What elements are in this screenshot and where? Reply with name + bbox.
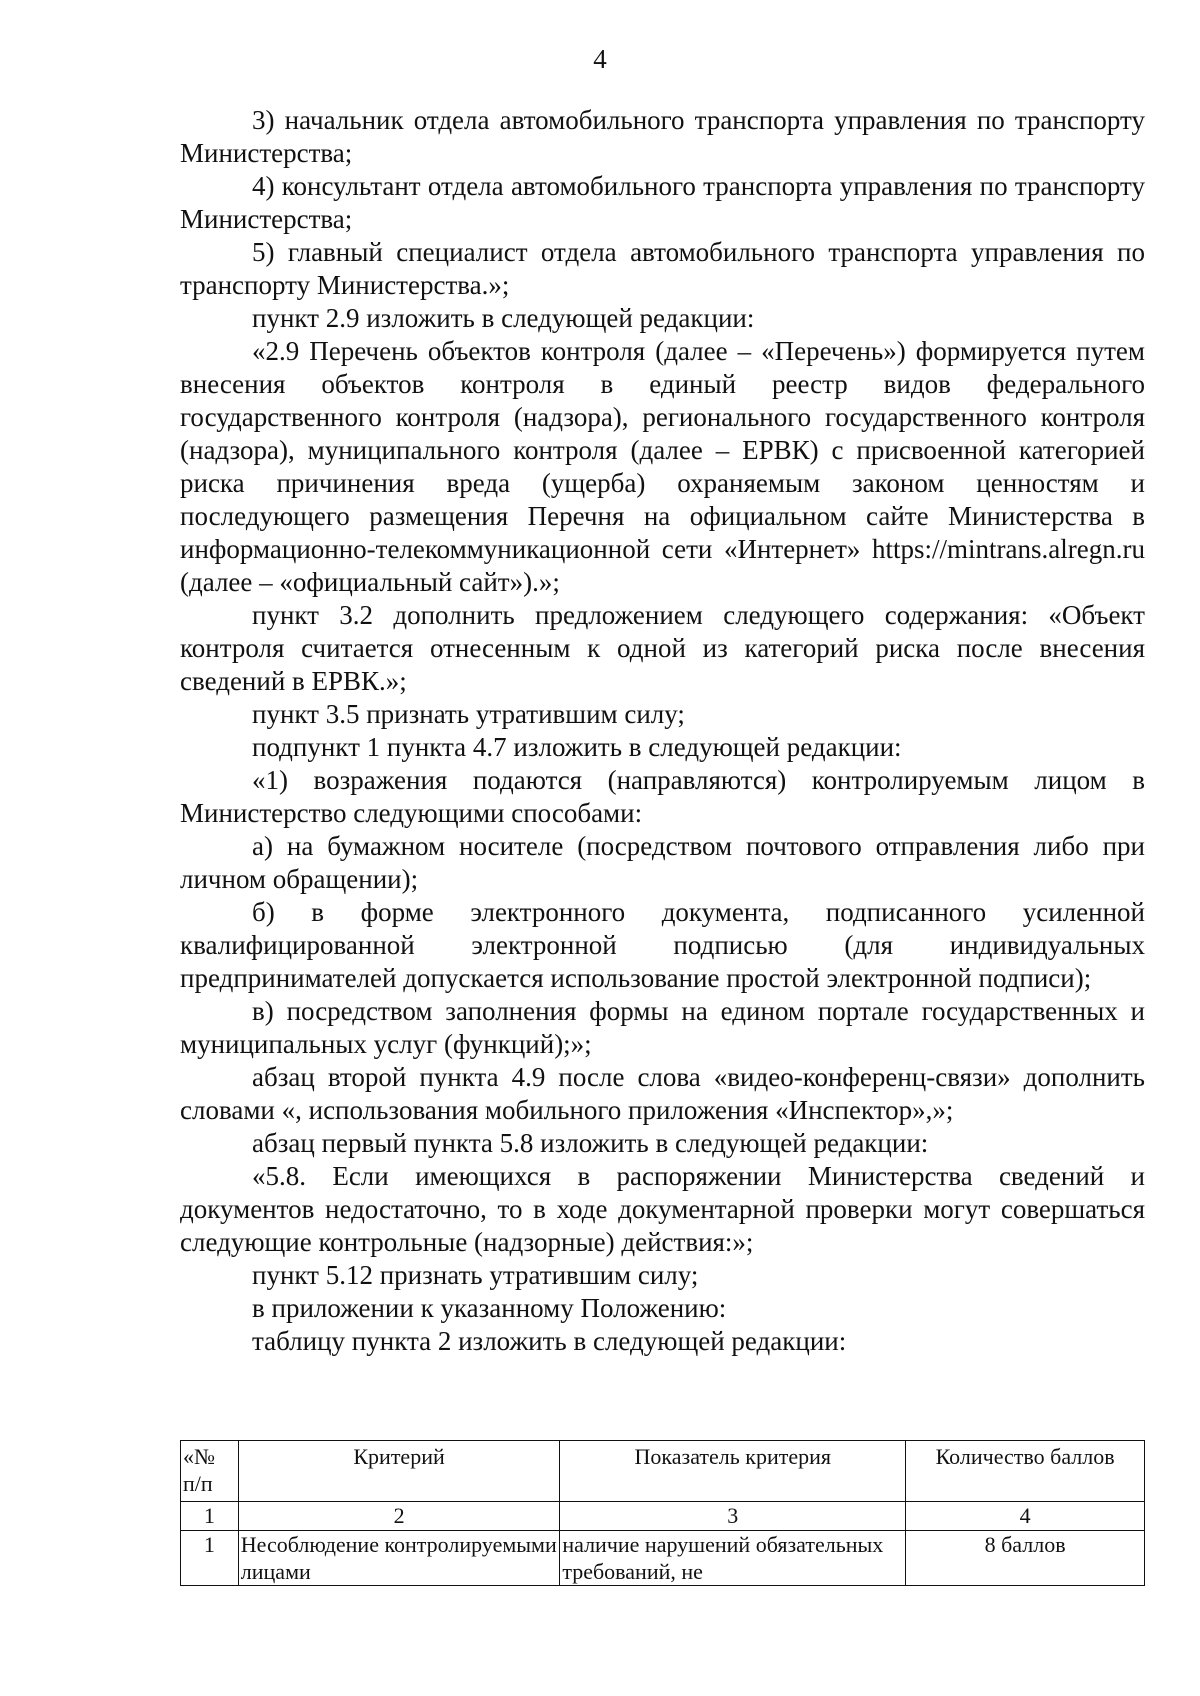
- table-cell: 8 баллов: [906, 1531, 1145, 1586]
- paragraph: 3) начальник отдела автомобильного транспорта управления по транспорту Министерства;: [180, 105, 1145, 168]
- paragraph: «1) возражения подаются (направляются) контролируемым лицом в Министерство следующими способами:: [180, 765, 1145, 828]
- paragraph: 5) главный специалист отдела автомобильного транспорта управления по транспорту Министерства.»;: [180, 237, 1145, 300]
- table-number-row: [181, 1502, 1145, 1531]
- table-header-cell: Показатель критерия: [560, 1441, 906, 1502]
- paragraph: «5.8. Если имеющихся в распоряжении Министерства сведений и документов недостаточно, то в ходе документарной проверки могут совершаться следующие контрольные (надзорные) действия:»;: [180, 1161, 1145, 1257]
- paragraph: пункт 2.9 изложить в следующей редакции:: [252, 303, 755, 333]
- paragraph: подпункт 1 пункта 4.7 изложить в следующей редакции:: [252, 732, 902, 762]
- paragraph: а) на бумажном носителе (посредством почтового отправления либо при личном обращении);: [180, 831, 1145, 894]
- table-cell: 2: [238, 1502, 560, 1531]
- paragraph: абзац второй пункта 4.9 после слова «видео-конференц-связи» дополнить словами «, использования мобильного приложения «Инспектор»,»;: [180, 1062, 1145, 1125]
- paragraph: в приложении к указанному Положению:: [252, 1293, 727, 1323]
- table-row: [181, 1531, 1145, 1586]
- table-header-cell: Критерий: [238, 1441, 560, 1502]
- table-cell: Несоблюдение контролируемыми лицами: [238, 1531, 560, 1586]
- paragraph: 4) консультант отдела автомобильного транспорта управления по транспорту Министерства;: [180, 171, 1145, 234]
- paragraph: в) посредством заполнения формы на едином портале государственных и муниципальных услуг (функций);»;: [180, 996, 1145, 1059]
- criteria-table: [180, 1440, 1145, 1586]
- paragraph: пункт 3.5 признать утратившим силу;: [252, 699, 685, 729]
- table-cell: 1: [181, 1531, 239, 1586]
- paragraph: абзац первый пункта 5.8 изложить в следующей редакции:: [252, 1128, 929, 1158]
- paragraph: б) в форме электронного документа, подписанного усиленной квалифицированной электронной подписью (для индивидуальных предпринимателей допускается использование простой электронной подписи);: [180, 897, 1145, 993]
- paragraph: «2.9 Перечень объектов контроля (далее – «Перечень») формируется путем внесения объектов контроля в единый реестр видов федерального государственного контроля (надзора), регионального государственного контроля (надзора), муниципального контроля (далее – ЕРВК) с присвоенной категорией риска причинения вреда (ущерба) охраняемым законом ценностям и последующего размещения Перечня на официальном сайте Министерства в информационно-телекоммуникационной сети «Интернет» https://mintrans.alregn.ru (далее – «официальный сайт»).»;: [180, 336, 1145, 597]
- table-cell: 1: [181, 1502, 239, 1531]
- table-header-cell: «№ п/п: [181, 1441, 239, 1502]
- table-header-row: [181, 1441, 1145, 1502]
- table-header-cell: Количество баллов: [906, 1441, 1145, 1502]
- table-cell: наличие нарушений обязательных требований, не: [560, 1531, 906, 1586]
- table-cell: 4: [906, 1502, 1145, 1531]
- page-number: 4: [593, 44, 607, 74]
- paragraph: таблицу пункта 2 изложить в следующей редакции:: [252, 1326, 847, 1356]
- paragraph: пункт 3.2 дополнить предложением следующего содержания: «Объект контроля считается отнесенным к одной из категорий риска после внесения сведений в ЕРВК.»;: [180, 600, 1145, 696]
- document-body: [180, 104, 1145, 1358]
- table-cell: 3: [560, 1502, 906, 1531]
- paragraph: пункт 5.12 признать утратившим силу;: [252, 1260, 699, 1290]
